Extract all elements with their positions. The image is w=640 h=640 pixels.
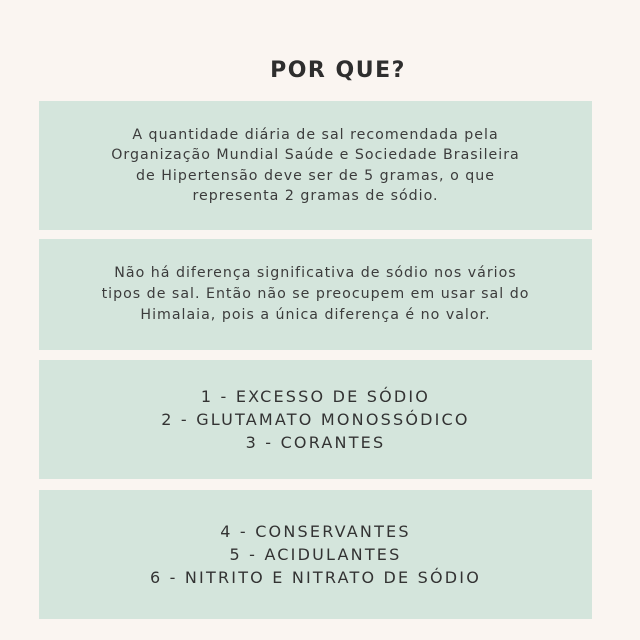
card-text-line: tipos de sal. Então não se preocupem em usar sal do [101,286,530,302]
list-item: 6 - NITRITO E NITRATO DE SÓDIO [149,568,482,587]
info-card-daily-salt [39,101,592,230]
list-card-ingredients-2 [39,490,592,619]
card-text-line: representa 2 gramas de sódio. [192,188,439,204]
page-title [0,58,640,90]
list-item: 3 - CORANTES [245,433,386,452]
card-text-line: Organização Mundial Saúde e Sociedade Brasileira [111,147,520,163]
list-item: 2 - GLUTAMATO MONOSSÓDICO [161,410,470,429]
card-text-line: A quantidade diária de sal recomendada pela [132,126,499,143]
list-item: 5 - ACIDULANTES [229,545,402,564]
card-text-line: Não há diferença significativa de sódio nos vários [114,265,517,281]
info-card-salt-types [39,239,592,350]
card-text-line: de Hipertensão deve ser de 5 gramas, o que [136,167,495,184]
list-item: 1 - EXCESSO DE SÓDIO [200,387,431,406]
page-title-text: POR QUE? [270,58,406,83]
list-card-ingredients-1 [39,360,592,479]
list-item: 4 - CONSERVANTES [220,522,411,541]
card-text-line: Himalaia, pois a única diferença é no valor. [140,307,491,323]
